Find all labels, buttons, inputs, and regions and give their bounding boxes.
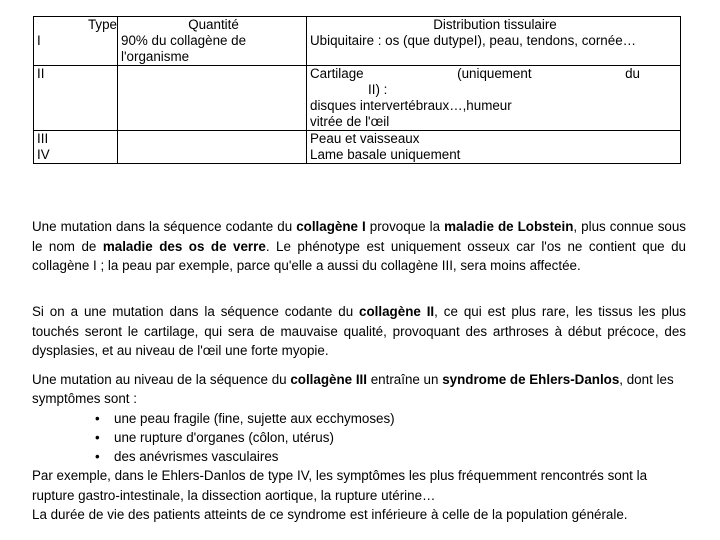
row-distribution-cell: Peau et vaisseaux (307, 131, 681, 148)
row-quantity-cell (118, 147, 307, 164)
list-item (32, 409, 688, 428)
table-row (34, 147, 681, 164)
distribution-line: II) : (368, 82, 388, 97)
distribution-line: disques intervertébraux…,humeur (310, 98, 512, 113)
text-run: , ce qui est plus rare, les tissus les plus touchés seront le cartilage, qui sera de mauvaise qualité, provoquant des arthroses à début précoce, des dysplasies, et au niveau de l'œil une forte myopie. (32, 304, 687, 359)
row-distribution-cell: Ubiquitaire : os (que dutypeI), peau, tendons, cornée… (307, 33, 681, 66)
table-header-row (34, 17, 681, 34)
row-quantity-cell (118, 131, 307, 148)
intro-line (32, 370, 688, 409)
table-row (34, 66, 681, 131)
symptom-list (32, 409, 688, 467)
text-run: Une mutation au niveau de la séquence du (32, 372, 291, 387)
row-type-cell: II (34, 66, 118, 131)
example-text: Par exemple, dans le Ehlers-Danlos de type IV, les symptômes les plus fréquemment rencontrés sont la rupture gastro-intestinale, la dissection aortique, la rupture utérine… (32, 468, 648, 503)
row-type-cell: IV (34, 147, 118, 164)
header-quantity: Quantité (118, 17, 307, 34)
paragraph-collagen-i (32, 217, 686, 276)
row-type-cell: I (34, 33, 118, 66)
paragraph-collagen-iii (32, 370, 688, 524)
bullet-icon: • (95, 410, 100, 426)
text-run: Si on a une mutation dans la séquence codante du (32, 304, 360, 319)
symptom-text: des anévrismes vasculaires (114, 449, 279, 465)
header-distribution: Distribution tissulaire (307, 17, 681, 34)
row-quantity-cell (118, 66, 307, 131)
distribution-word: Cartilage (310, 66, 364, 81)
bold-term: syndrome de Ehlers-Danlos (442, 372, 620, 387)
distribution-line: vitrée de l'œil (310, 114, 390, 129)
symptom-text: une peau fragile (fine, sujette aux ecchymoses) (114, 410, 395, 426)
header-type: Type (34, 17, 118, 34)
table-row (34, 131, 681, 148)
bold-term: maladie de Lobstein (444, 219, 574, 234)
bold-term: collagène III (290, 372, 367, 387)
text-run: Une mutation dans la séquence codante du (32, 219, 297, 234)
distribution-word: du (625, 66, 640, 81)
bullet-icon: • (95, 429, 100, 445)
lifespan-text: La durée de vie des patients atteints de ce syndrome est inférieure à celle de la population générale. (32, 507, 628, 523)
row-type-cell: III (34, 131, 118, 148)
list-item (32, 447, 688, 466)
text-run: , dont les symptômes sont : (32, 372, 674, 407)
text-run: provoque la (365, 219, 445, 234)
text-run: . Le phénotype est uniquement osseux car l'os ne contient que du collagène I ; la peau par exemple, parce qu'elle a aussi du collagène III, sera moins affectée. (32, 238, 687, 274)
bold-term: collagène I (296, 219, 366, 234)
symptom-text: une rupture d'organes (côlon, utérus) (114, 429, 334, 445)
bold-term: collagène II (359, 304, 435, 319)
row-distribution-cell (307, 66, 681, 131)
collagen-types-table (33, 16, 681, 164)
row-quantity-cell: 90% du collagène de l'organisme (118, 33, 307, 66)
list-item (32, 428, 688, 447)
distribution-word: (uniquement (457, 66, 532, 81)
row-distribution-cell: Lame basale uniquement (307, 147, 681, 164)
text-run: entraîne un (366, 372, 443, 387)
bullet-icon: • (95, 449, 100, 465)
distribution-line (310, 66, 680, 82)
text-run: , plus connue sous le nom de (32, 219, 686, 254)
table-row (34, 33, 681, 66)
bold-term: maladie des os de verre (102, 238, 266, 254)
paragraph-collagen-ii (32, 302, 686, 361)
